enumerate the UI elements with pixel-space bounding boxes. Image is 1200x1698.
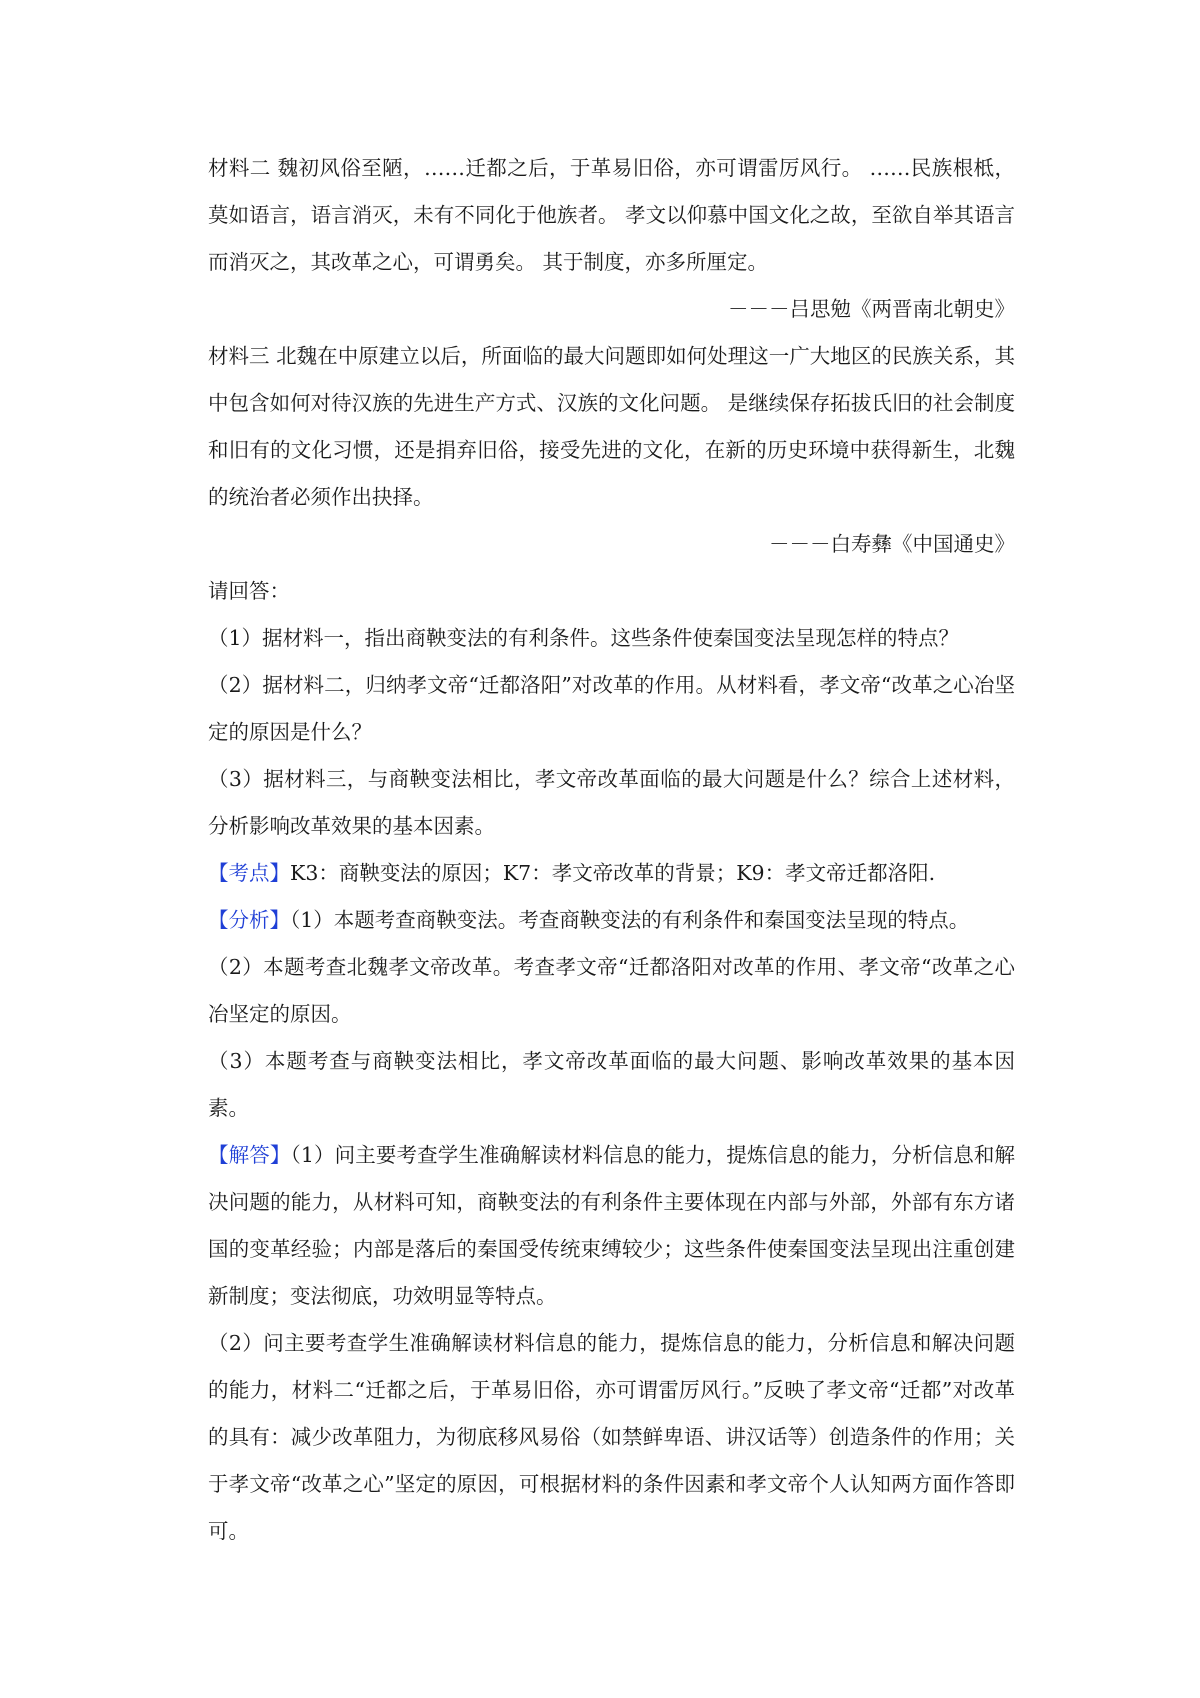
material-three: 材料三 北魏在中原建立以后，所面临的最大问题即如何处理这一广大地区的民族关系，其中包含如何对待汉族的先进生产方式、汉族的文化问题。 是继续保存拓拔氏旧的社会制度和旧有的文化习惯，还是捐弃旧俗，接受先进的文化，在新的历史环境中获得新生，北魏的统治者必须作出抉择。 <box>208 344 1015 509</box>
material-two-source: －－－吕思勉《两晋南北朝史》 <box>728 297 1015 321</box>
question-1: （1）据材料一，指出商鞅变法的有利条件。这些条件使秦国变法呈现怎样的特点？ <box>208 626 960 650</box>
kaodian-paragraph <box>208 850 1015 897</box>
material-three-source: －－－白寿彝《中国通史》 <box>769 532 1015 556</box>
fenxi-first: （1）本题考查商鞅变法。考查商鞅变法的有利条件和秦国变法呈现的特点。 <box>290 908 970 932</box>
kaodian-text: K3：商鞅变法的原因；K7：孝文帝改革的背景；K9：孝文帝迁都洛阳. <box>290 861 936 885</box>
jieda-first: （1）问主要考查学生准确解读材料信息的能力，提炼信息的能力，分析信息和解决问题的能力，从材料可知，商鞅变法的有利条件主要体现在内部与外部，外部有东方诸国的变革经验；内部是落后的秦国受传统束缚较少；这些条件使秦国变法呈现出注重创建新制度；变法彻底，功效明显等特点。 <box>208 1143 1015 1308</box>
fenxi-third: （3）本题考查与商鞅变法相比，孝文帝改革面临的最大问题、影响改革效果的基本因素。 <box>208 1049 1015 1120</box>
fenxi-second: （2）本题考查北魏孝文帝改革。考查孝文帝“迁都洛阳对改革的作用、孝文帝“改革之心冶坚定的原因。 <box>208 955 1015 1026</box>
question-2: （2）据材料二，归纳孝文帝“迁都洛阳”对改革的作用。从材料看，孝文帝“改革之心冶坚定的原因是什么？ <box>208 673 1015 744</box>
fenxi-paragraph <box>208 897 1015 944</box>
answer-prompt: 请回答： <box>208 579 290 603</box>
jieda-paragraph <box>208 1132 1015 1320</box>
fenxi-tag: 【分析】 <box>208 908 290 932</box>
kaodian-tag: 【考点】 <box>208 861 290 885</box>
jieda-tag: 【解答】 <box>208 1143 291 1167</box>
material-two: 材料二 魏初风俗至陋，……迁都之后，于革易旧俗，亦可谓雷厉风行。 ……民族根柢，莫如语言，语言消灭，未有不同化于他族者。 孝文以仰慕中国文化之故，至欲自举其语言而消灭之，其改革之心，可谓勇矣。 其于制度，亦多所厘定。 <box>208 156 1015 274</box>
jieda-second: （2）问主要考查学生准确解读材料信息的能力，提炼信息的能力，分析信息和解决问题的能力，材料二“迁都之后，于革易旧俗，亦可谓雷厉风行。”反映了孝文帝“迁都”对改革的具有：减少改革阻力，为彻底移风易俗（如禁鲜卑语、讲汉话等）创造条件的作用；关于孝文帝“改革之心”坚定的原因，可根据材料的条件因素和孝文帝个人认知两方面作答即可。 <box>208 1331 1015 1543</box>
question-3: （3）据材料三，与商鞅变法相比，孝文帝改革面临的最大问题是什么？综合上述材料，分析影响改革效果的基本因素。 <box>208 767 1015 838</box>
